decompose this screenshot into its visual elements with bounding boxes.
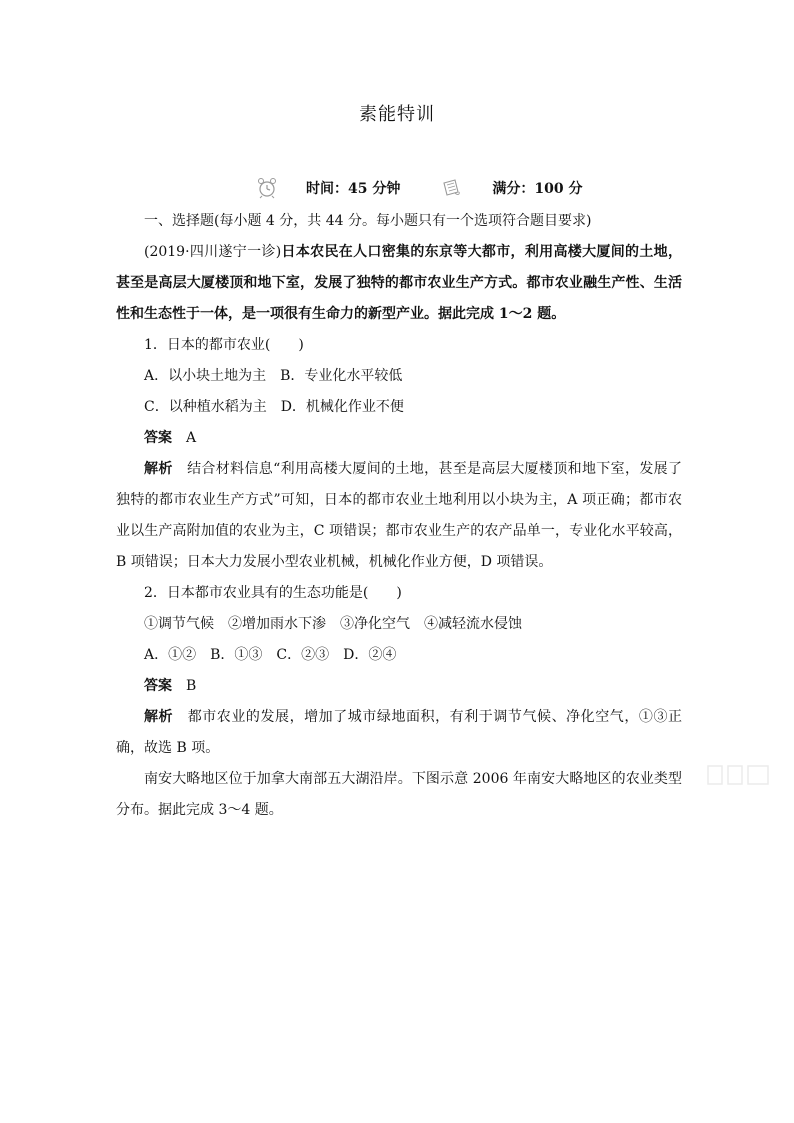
question-2-answer (116, 671, 682, 702)
answer-label: 答案 (144, 430, 172, 446)
passage-1-source: (2019·四川遂宁一诊) (144, 244, 282, 260)
passage-1-text: 日本农民在人口密集的东京等大都市，利用高楼大厦间的土地，甚至是高层大厦楼顶和地下室，发展了独特的都市农业生产方式。都市农业融生产性、生活性和生态性于一体，是一项很有生命力的新型产业。据此完成 1～2 题。 (116, 244, 682, 322)
alarm-clock-icon (256, 177, 278, 199)
score-label: 满分：100 分 (492, 181, 583, 197)
time-label: 时间：45 分钟 (306, 181, 401, 197)
question-1-stem: 1．日本的都市农业( ) (144, 337, 304, 353)
document-body (116, 206, 682, 826)
answer-value: A (186, 430, 197, 446)
paper-scroll-icon (440, 177, 462, 199)
question-2-stem: 2．日本都市农业具有的生态功能是( ) (144, 585, 402, 601)
passage-1 (116, 237, 682, 330)
analysis-label: 解析 (144, 709, 174, 725)
question-1-answer (116, 423, 682, 454)
question-1-options-cd: C．以种植水稻为主 D．机械化作业不便 (144, 399, 404, 415)
question-1-analysis (116, 454, 682, 578)
passage-2: 南安大略地区位于加拿大南部五大湖沿岸。下图示意 2006 年南安大略地区的农业类型分布。据此完成 3～4 题。 (116, 771, 682, 818)
answer-value: B (186, 678, 197, 694)
page-title: 素能特训 (359, 104, 435, 125)
exam-meta (256, 176, 582, 200)
question-1-options-ab: A．以小块土地为主 B．专业化水平较低 (144, 368, 403, 384)
analysis-text: 结合材料信息“利用高楼大厦间的土地，甚至是高层大厦楼顶和地下室，发展了独特的都市农业生产方式”可知，日本的都市农业土地利用以小块为主，A 项正确；都市农业以生产高附加值的农业为主，C 项错误；都市农业生产的农产品单一，专业化水平较高，B 项错误；日本大力发展小型农业机械，机械化作业方便，D 项错误。 (116, 461, 683, 570)
question-2-options: A．①② B．①③ C．②③ D．②④ (144, 647, 397, 663)
analysis-label: 解析 (144, 461, 173, 477)
watermark-logo (706, 760, 776, 790)
analysis-text: 都市农业的发展，增加了城市绿地面积，有利于调节气候、净化空气，①③正确，故选 B 项。 (116, 709, 683, 756)
question-2-analysis (116, 702, 682, 764)
question-2-statements: ①调节气候 ②增加雨水下渗 ③净化空气 ④减轻流水侵蚀 (144, 616, 522, 632)
answer-label: 答案 (144, 678, 172, 694)
section-title: 一、选择题(每小题 4 分，共 44 分。每小题只有一个选项符合题目要求) (144, 213, 592, 229)
